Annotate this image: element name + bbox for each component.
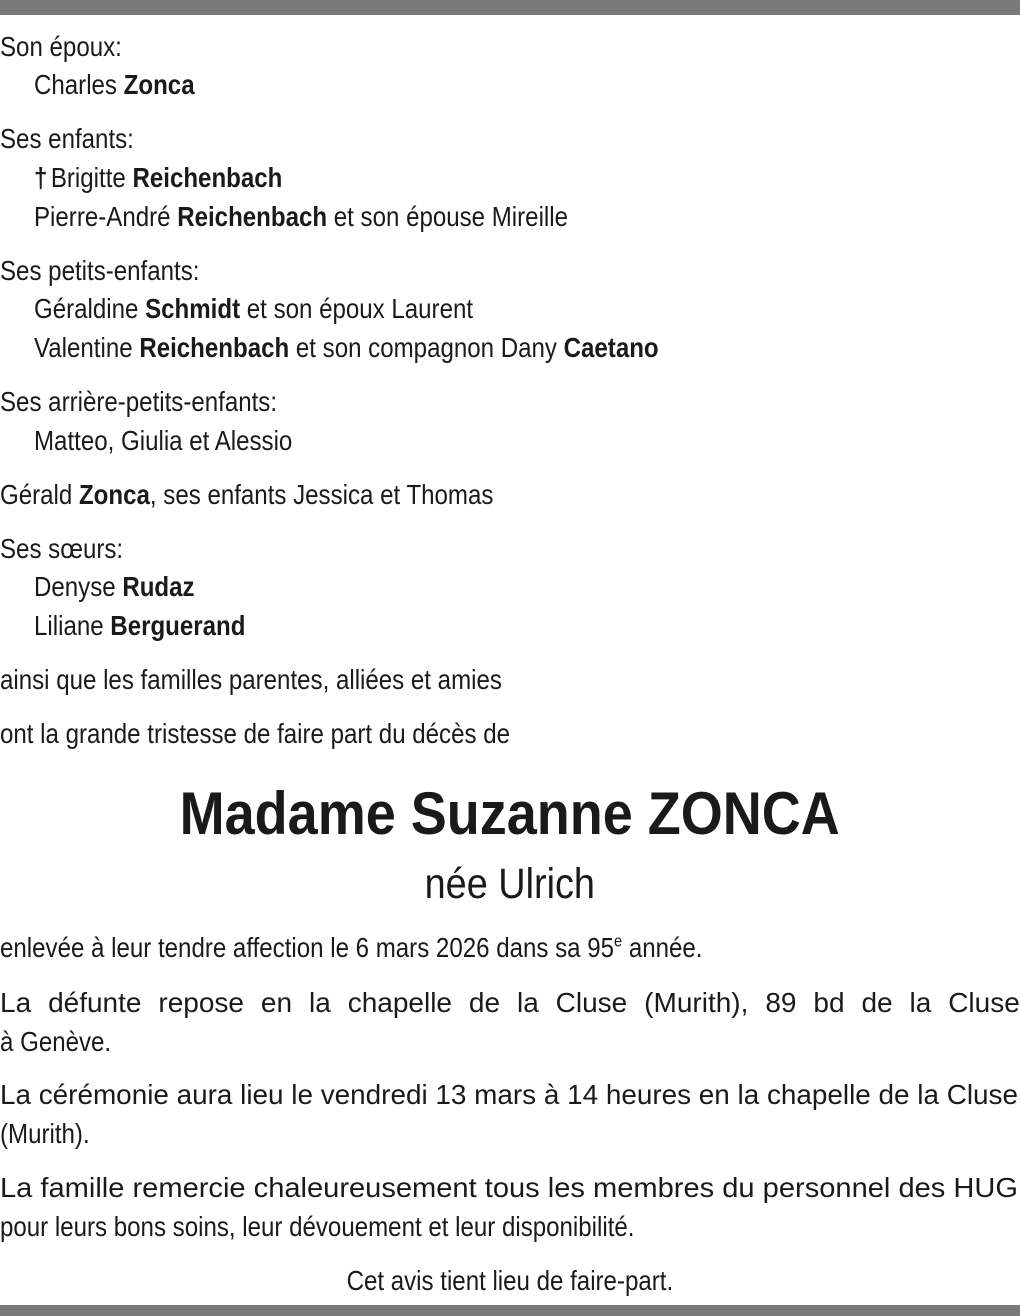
repose-word: bd: [813, 987, 845, 1018]
sisters-heading: Ses sœurs:: [0, 533, 124, 564]
grandchildren-heading: Ses petits-enfants:: [0, 255, 200, 286]
grandchild-name: Géraldine Schmidt et son époux Laurent: [34, 293, 474, 324]
grandchild-name: Valentine Reichenbach et son compagnon Dany Caetano: [34, 332, 659, 363]
repose-paragraph: [0, 983, 1020, 1061]
repose-word: de: [861, 987, 893, 1018]
thanks-line: pour leurs bons soins, leur dévouement et leur disponibilité.: [0, 1211, 635, 1242]
repose-word: la: [909, 987, 932, 1018]
announcement-line: ont la grande tristesse de faire part du décès de: [0, 718, 511, 749]
great-grandchildren-names: Matteo, Giulia et Alessio: [34, 425, 293, 456]
ceremony-paragraph: [0, 1075, 1020, 1153]
repose-word: Cluse: [948, 987, 1020, 1018]
top-rule: [0, 0, 1020, 15]
deceased-cross-icon: †: [34, 162, 48, 193]
repose-word: la: [308, 987, 331, 1018]
closing-line: Cet avis tient lieu de faire-part.: [346, 1265, 674, 1296]
repose-word: la: [516, 987, 539, 1018]
ceremony-line: (Murith).: [0, 1118, 90, 1149]
thanks-paragraph: [0, 1168, 1020, 1246]
thanks-line: La famille remercie chaleureusement tous les membres du personnel des HUG: [0, 1172, 1018, 1203]
repose-word: Cluse: [555, 987, 628, 1018]
families-line: ainsi que les familles parentes, alliées et amies: [0, 664, 502, 695]
repose-line: [0, 983, 1020, 1022]
repose-word: de: [468, 987, 501, 1018]
great-grandchildren-heading: Ses arrière-petits-enfants:: [0, 386, 278, 417]
bottom-rule: [0, 1305, 1020, 1316]
sister-name: Liliane Berguerand: [34, 610, 246, 641]
relative-line: Gérald Zonca, ses enfants Jessica et Thomas: [0, 479, 494, 510]
ceremony-line: La cérémonie aura lieu le vendredi 13 mars à 14 heures en la chapelle de la Cluse: [0, 1079, 1018, 1110]
children-heading: Ses enfants:: [0, 123, 134, 154]
spouse-name: Charles Zonca: [34, 69, 195, 100]
child-name: Pierre-André Reichenbach et son épouse Mireille: [34, 201, 569, 232]
death-date-line: enlevée à leur tendre affection le 6 mars 2026 dans sa 95e année.: [0, 931, 703, 963]
repose-word: La: [0, 987, 32, 1018]
sister-name: Denyse Rudaz: [34, 571, 195, 602]
repose-word: chapelle: [347, 987, 452, 1018]
repose-word: repose: [158, 987, 245, 1018]
repose-word: défunte: [48, 987, 142, 1018]
child-name: † Brigitte Reichenbach: [34, 162, 283, 193]
repose-word: 89: [765, 987, 797, 1018]
repose-word: en: [260, 987, 293, 1018]
spouse-heading: Son époux:: [0, 31, 122, 62]
repose-word: (Murith),: [644, 987, 749, 1018]
deceased-name: Madame Suzanne ZONCA: [179, 780, 841, 847]
birth-name: née Ulrich: [424, 860, 596, 908]
repose-line: à Genève.: [0, 1026, 112, 1057]
